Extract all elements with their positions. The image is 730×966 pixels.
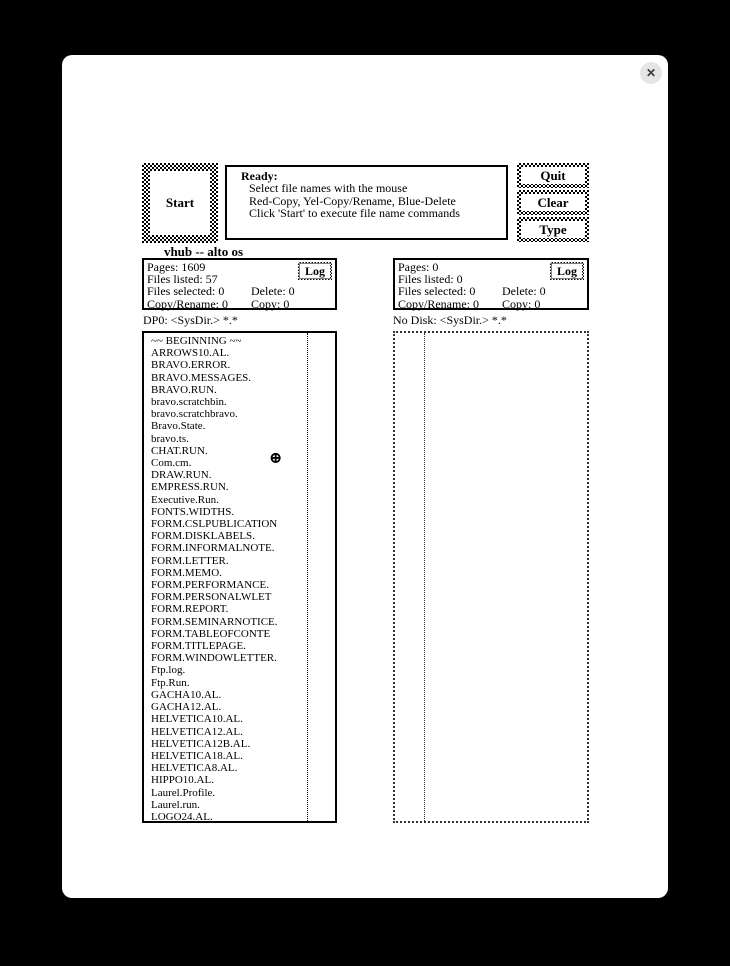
type-button[interactable] [517,217,589,242]
file-row[interactable]: HELVETICA8.AL. [151,762,238,775]
file-row[interactable]: Executive.Run. [151,493,219,506]
app-window [62,55,668,898]
left-stats-panel [142,258,337,310]
file-row[interactable]: FORM.MEMO. [151,566,222,579]
right-log-button[interactable] [550,262,584,280]
command-button-stack [517,163,589,244]
files-selected-label: Files selected: [147,284,216,299]
right-list-scrollbar[interactable] [395,333,425,821]
file-row[interactable]: HELVETICA10.AL. [151,713,243,726]
status-line: Select file names with the mouse [249,181,408,196]
status-message-box [225,165,508,240]
files-selected-label: Files selected: [398,284,467,299]
file-row[interactable]: Ftp.log. [151,664,186,677]
quit-button-label: Quit [540,167,566,183]
delete-value: 0 [288,284,295,299]
file-row[interactable]: EMPRESS.RUN. [151,481,229,494]
file-row[interactable]: FORM.WINDOWLETTER. [151,652,277,665]
file-row[interactable]: FORM.TITLEPAGE. [151,640,246,653]
type-button-label: Type [539,221,567,237]
left-log-button-label: Log [304,264,325,278]
pages-value: 1609 [181,260,206,274]
copy-value: 0 [283,296,290,311]
quit-button[interactable] [517,163,589,188]
files-selected-value: 0 [469,284,476,299]
file-row[interactable]: Laurel.Profile. [151,786,216,799]
file-row[interactable]: GACHA10.AL. [151,688,222,701]
file-row[interactable]: FORM.DISKLABELS. [151,530,255,543]
file-row[interactable]: bravo.scratchbin. [151,396,227,409]
delete-label: Delete: [502,284,537,299]
file-row[interactable]: FORM.INFORMALNOTE. [151,542,275,555]
page-title: vhub -- alto os [163,244,244,259]
file-row[interactable]: Bravo.State. [151,420,206,433]
crosshair-cursor-icon: ⊕ [269,450,283,467]
left-log-button[interactable] [298,262,332,280]
delete-label: Delete: [251,284,286,299]
files-listed-label: Files listed: [147,272,203,287]
file-row[interactable]: GACHA12.AL. [151,701,222,714]
copy-rename-label: Copy/Rename: [398,296,470,311]
left-file-list [142,331,337,823]
copy-label: Copy: [251,296,281,311]
start-button-label: Start [165,195,195,210]
file-row[interactable]: BRAVO.RUN. [151,383,217,396]
left-disk-path: DP0: <SysDir.> *.* [143,313,238,327]
copy-label: Copy: [502,296,532,311]
file-row[interactable]: DRAW.RUN. [151,469,212,482]
clear-button-label: Clear [537,194,569,210]
file-row[interactable]: CHAT.RUN. [151,444,208,457]
right-log-button-label: Log [556,264,577,278]
file-row[interactable]: FORM.CSLPUBLICATION [151,518,278,531]
file-row[interactable]: HIPPO10.AL. [151,774,214,787]
right-file-list [393,331,589,823]
files-listed-label: Files listed: [398,272,454,287]
files-selected-value: 0 [218,284,225,299]
start-button[interactable] [142,163,218,243]
left-file-column [144,335,306,823]
copy-rename-label: Copy/Rename: [147,296,219,311]
status-line: Red-Copy, Yel-Copy/Rename, Blue-Delete [249,193,456,208]
copy-rename-value: 0 [473,296,479,311]
pages-label: Pages: [147,260,179,274]
right-stats-panel [393,258,589,310]
files-listed-value: 0 [456,272,463,287]
close-icon: ✕ [645,66,657,80]
file-row[interactable]: Com.cm. [151,457,192,470]
pages-label: Pages: [398,260,430,274]
status-line: Click 'Start' to execute file name commands [249,206,460,221]
file-row[interactable]: HELVETICA12.AL. [151,725,243,738]
left-list-scrollbar[interactable] [307,333,335,821]
file-row[interactable]: BRAVO.MESSAGES. [151,371,252,384]
pages-value: 0 [432,260,439,274]
file-row[interactable]: FORM.PERSONALWLET [151,591,272,604]
file-row[interactable]: FORM.SEMINARNOTICE. [151,615,278,628]
file-row[interactable]: FORM.TABLEOFCONTE [151,627,271,640]
file-row[interactable]: ~~ BEGINNING ~~ [151,335,242,347]
file-row[interactable]: FORM.PERFORMANCE. [151,579,269,592]
file-row[interactable]: FORM.REPORT. [151,603,229,616]
clear-button[interactable] [517,190,589,215]
file-row[interactable]: LOGO24.AL. [151,810,213,823]
delete-value: 0 [539,284,546,299]
copy-rename-value: 0 [222,296,228,311]
file-row[interactable]: BRAVO.ERROR. [151,359,231,372]
file-row[interactable]: FORM.LETTER. [151,554,229,567]
close-button[interactable] [640,62,662,84]
status-heading: Ready: [241,169,278,183]
files-listed-value: 57 [205,272,218,287]
copy-value: 0 [534,296,541,311]
file-row[interactable]: HELVETICA12B.AL. [151,737,251,750]
file-row[interactable]: Ftp.Run. [151,676,190,689]
file-row[interactable]: bravo.ts. [151,432,189,445]
file-row[interactable]: Laurel.run. [151,798,200,811]
file-row[interactable]: ARROWS10.AL. [151,347,230,360]
file-row[interactable]: FONTS.WIDTHS. [151,505,235,518]
file-row[interactable]: HELVETICA18.AL. [151,749,243,762]
file-row[interactable]: bravo.scratchbravo. [151,408,238,421]
right-disk-path: No Disk: <SysDir.> *.* [393,313,507,327]
